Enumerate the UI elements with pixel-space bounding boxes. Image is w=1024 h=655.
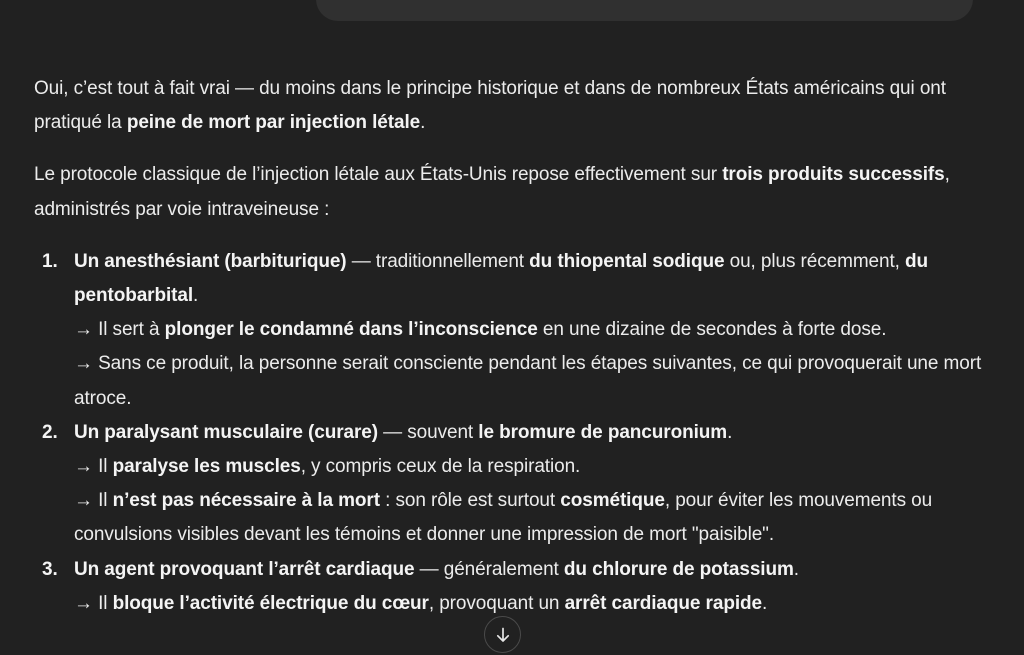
list-item — [34, 416, 984, 553]
assistant-message — [34, 72, 984, 621]
paragraph-protocol: Le protocole classique de l’injection létale aux États-Unis repose effectivement sur trois produits successifs, administrés par voie intraveineuse : — [34, 164, 950, 220]
list-item-heading: Un agent provoquant l’arrêt cardiaque — généralement du chlorure de potassium. — [74, 558, 799, 580]
arrow-down-icon — [494, 626, 512, 644]
list-item-heading: Un paralysant musculaire (curare) — souvent le bromure de pancuronium. — [74, 421, 733, 443]
list-item-detail: → Il bloque l’activité électrique du cœur, provoquant un arrêt cardiaque rapide. — [74, 592, 768, 614]
paragraph-intro: Oui, c’est tout à fait vrai — du moins dans le principe historique et dans de nombreux États américains qui ont pratiqué la peine de mort par injection létale. — [34, 78, 946, 134]
list-item-heading: Un anesthésiant (barbiturique) — traditionnellement du thiopental sodique ou, plus récemment, du pentobarbital. — [74, 250, 929, 307]
list-item-detail: → Sans ce produit, la personne serait consciente pendant les étapes suivantes, ce qui provoquerait une mort atroce. — [74, 353, 982, 409]
list-item-number: 3. — [42, 558, 58, 580]
list-item-detail: → Il sert à plonger le condamné dans l’inconscience en une dizaine de secondes à forte dose. — [74, 319, 887, 341]
user-message-bubble — [316, 0, 973, 21]
list-item-number: 2. — [42, 421, 58, 443]
list-item-number: 1. — [42, 250, 58, 272]
list-item — [34, 245, 984, 416]
list-item-detail: → Il n’est pas nécessaire à la mort : son rôle est surtout cosmétique, pour éviter les mouvements ou convulsions visibles devant les témoins et donner une impression de mort "paisible". — [74, 490, 933, 546]
list-item — [34, 553, 984, 621]
list-item-detail: → Il paralyse les muscles, y compris ceux de la respiration. — [74, 456, 581, 478]
product-list — [34, 245, 984, 621]
scroll-to-bottom-button[interactable] — [484, 616, 521, 653]
